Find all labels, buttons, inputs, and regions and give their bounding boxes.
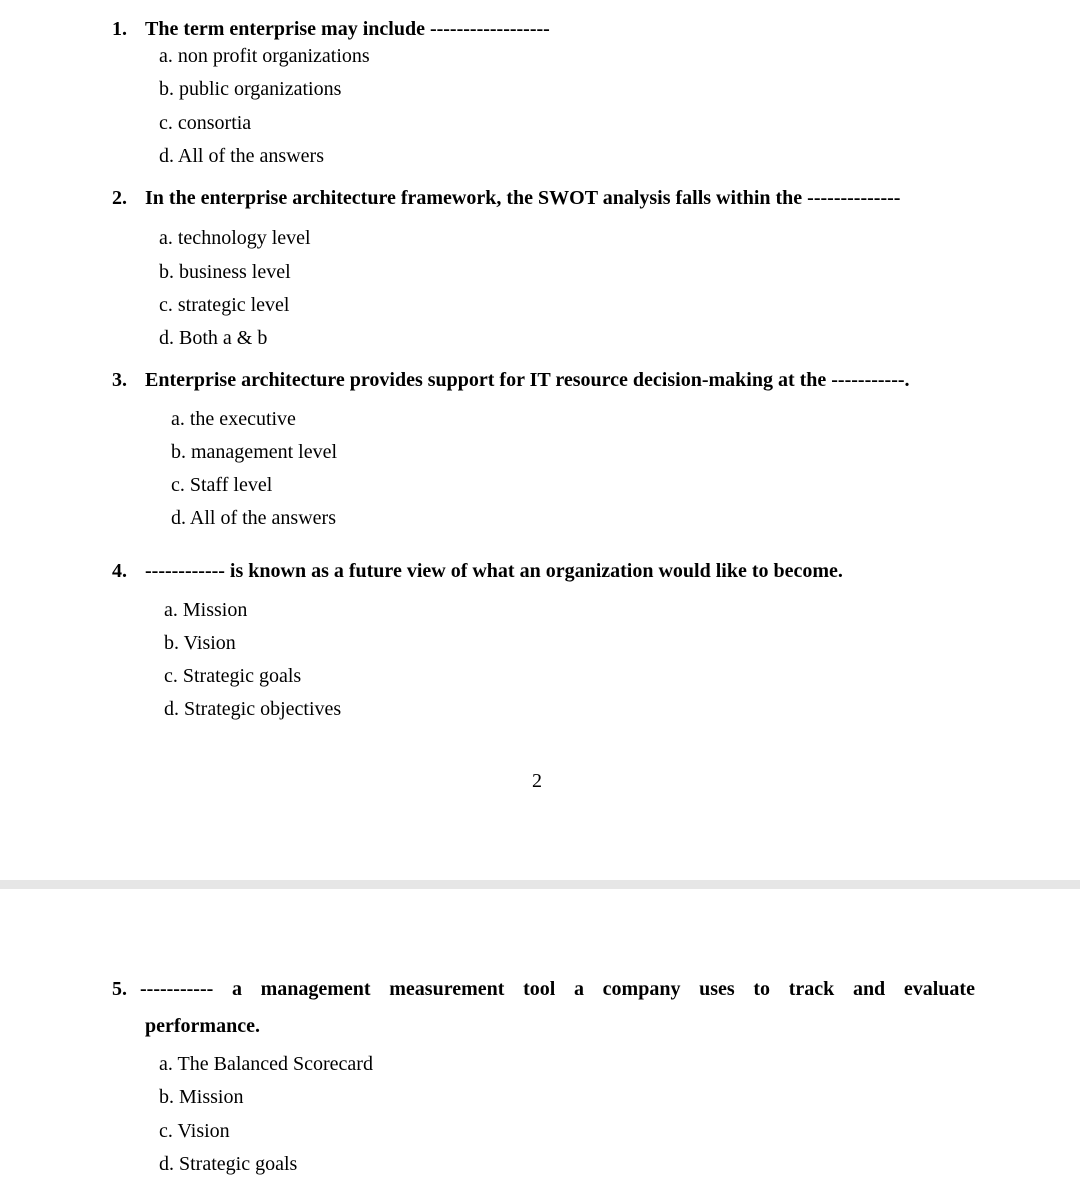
question-2-text: In the enterprise architecture framework, the SWOT analysis falls within the --------------	[145, 187, 901, 209]
question-2-number: 2.	[112, 187, 127, 209]
question-1-option-a: a. non profit organizations	[159, 45, 370, 67]
question-5-number: 5.	[112, 978, 127, 1000]
question-3-option-a: a. the executive	[171, 408, 296, 430]
question-5-word: uses	[699, 978, 735, 1000]
question-1-option-d: d. All of the answers	[159, 145, 324, 167]
question-1-option-b: b. public organizations	[159, 78, 342, 100]
page-number: 2	[532, 770, 542, 792]
question-4-option-d: d. Strategic objectives	[164, 698, 342, 720]
question-4-option-b: b. Vision	[164, 632, 236, 654]
question-2-option-b: b. business level	[159, 261, 291, 283]
question-3-text: Enterprise architecture provides support for IT resource decision-making at the -----------.	[145, 369, 910, 391]
question-5-word: -----------	[140, 978, 214, 1000]
question-4-option-a: a. Mission	[164, 599, 248, 621]
question-5-word: and	[852, 978, 886, 1000]
question-5-word: company	[602, 978, 681, 1000]
page-separator	[0, 880, 1080, 889]
question-3-option-b: b. management level	[171, 441, 338, 463]
question-4-option-c: c. Strategic goals	[164, 665, 302, 687]
question-4-text: ------------ is known as a future view of what an organization would like to become.	[145, 560, 843, 582]
question-3-number: 3.	[112, 369, 127, 391]
question-5-word: tool	[523, 978, 556, 1000]
question-4-number: 4.	[112, 560, 127, 582]
question-5-option-b: b. Mission	[159, 1086, 244, 1108]
question-2-option-d: d. Both a & b	[159, 327, 268, 349]
question-2-option-c: c. strategic level	[159, 294, 290, 316]
question-5-option-a: a. The Balanced Scorecard	[159, 1053, 373, 1075]
question-1-text: The term enterprise may include ------------------	[145, 18, 550, 40]
question-5-option-d: d. Strategic goals	[159, 1153, 298, 1175]
question-5-word: track	[788, 978, 835, 1000]
question-5-word: management	[260, 978, 371, 1000]
question-1-option-c: c. consortia	[159, 112, 252, 134]
question-5-word: a	[231, 978, 242, 1000]
question-5-text	[140, 977, 975, 1001]
question-5-option-c: c. Vision	[159, 1120, 230, 1142]
question-5-word: a	[573, 978, 584, 1000]
question-5-word: evaluate	[903, 978, 975, 1000]
question-2-option-a: a. technology level	[159, 227, 311, 249]
question-5-text-continuation: performance.	[145, 1015, 260, 1037]
question-1-number: 1.	[112, 18, 127, 40]
question-5-word: to	[753, 978, 771, 1000]
question-3-option-c: c. Staff level	[171, 474, 273, 496]
question-5-word: measurement	[389, 978, 505, 1000]
question-3-option-d: d. All of the answers	[171, 507, 336, 529]
